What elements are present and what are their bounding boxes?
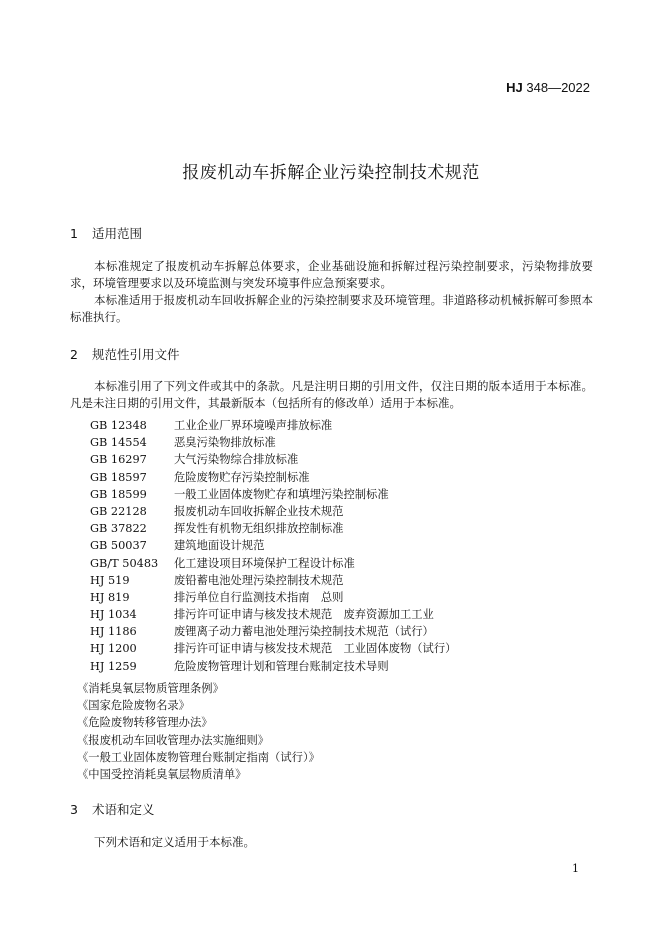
section-title: 术语和定义 bbox=[91, 802, 155, 817]
section-3-heading bbox=[70, 800, 155, 818]
reference-name: 大气污染物综合排放标准 bbox=[174, 453, 299, 467]
reference-name: 报废机动车回收拆解企业技术规范 bbox=[174, 504, 344, 518]
reference-code: GB 37822 bbox=[90, 522, 147, 536]
reference-item bbox=[90, 537, 456, 554]
section-number: 2 bbox=[70, 347, 78, 362]
document-item: 《危险废物转移管理办法》 bbox=[77, 716, 213, 730]
reference-item bbox=[90, 658, 456, 675]
document-item: 《报废机动车回收管理办法实施细则》 bbox=[77, 733, 270, 747]
reference-code: HJ 1259 bbox=[90, 659, 137, 673]
reference-item bbox=[90, 589, 456, 606]
reference-item bbox=[90, 417, 456, 434]
reference-item bbox=[90, 640, 456, 657]
section-1-heading bbox=[70, 224, 142, 242]
document-item: 《国家危险废物名录》 bbox=[77, 699, 190, 713]
reference-name: 排污许可证申请与核发技术规范 工业固体废物（试行） bbox=[174, 642, 457, 656]
section-number: 3 bbox=[70, 802, 78, 817]
document-item: 《中国受控消耗臭氧层物质清单》 bbox=[77, 767, 247, 781]
document-item: 《消耗臭氧层物质管理条例》 bbox=[77, 682, 224, 695]
reference-item bbox=[90, 486, 456, 503]
reference-name: 挥发性有机物无组织排放控制标准 bbox=[174, 522, 344, 536]
reference-name: 排污许可证申请与核发技术规范 废弃资源加工工业 bbox=[174, 608, 434, 622]
standard-code bbox=[506, 80, 590, 95]
reference-item bbox=[90, 520, 456, 537]
page-number: 1 bbox=[572, 862, 579, 875]
reference-name: 恶臭污染物排放标准 bbox=[174, 436, 276, 450]
reference-code: HJ 1034 bbox=[90, 608, 137, 622]
section-1-paragraph-2: 本标准适用于报废机动车回收拆解企业的污染控制要求及环境管理。非道路移动机械拆解可参照本标准执行。 bbox=[70, 293, 593, 324]
reference-name: 危险废物管理计划和管理台账制定技术导则 bbox=[174, 659, 389, 673]
reference-code: HJ 519 bbox=[90, 573, 130, 587]
reference-code: HJ 1200 bbox=[90, 642, 137, 656]
reference-item bbox=[90, 469, 456, 486]
reference-name: 化工建设项目环境保护工程设计标准 bbox=[174, 556, 355, 570]
reference-code: GB 18597 bbox=[90, 470, 147, 484]
reference-code: GB/T 50483 bbox=[90, 556, 159, 570]
reference-code: GB 16297 bbox=[90, 453, 147, 467]
section-title: 适用范围 bbox=[91, 226, 142, 241]
reference-name: 危险废物贮存污染控制标准 bbox=[174, 470, 310, 484]
reference-code: GB 22128 bbox=[90, 504, 147, 518]
document-list bbox=[77, 680, 320, 783]
reference-name: 排污单位自行监测技术指南 总则 bbox=[174, 590, 344, 604]
standard-code-prefix: HJ bbox=[506, 80, 523, 95]
reference-item bbox=[90, 606, 456, 623]
section-title: 规范性引用文件 bbox=[91, 347, 180, 362]
reference-item bbox=[90, 503, 456, 520]
reference-item bbox=[90, 555, 456, 572]
standard-code-number: 348—2022 bbox=[522, 80, 590, 95]
section-1-paragraph-1: 本标准规定了报废机动车拆解总体要求，企业基础设施和拆解过程污染控制要求，污染物排放要求，环境管理要求以及环境监测与突发环境事件应急预案要求。 bbox=[70, 259, 593, 290]
document-title: 报废机动车拆解企业污染控制技术规范 bbox=[182, 163, 480, 183]
reference-name: 废锂离子动力蓄电池处理污染控制技术规范（试行） bbox=[174, 625, 434, 639]
section-2-paragraph-1: 本标准引用了下列文件或其中的条款。凡是注明日期的引用文件，仅注日期的版本适用于本标准。凡是未注日期的引用文件，其最新版本（包括所有的修改单）适用于本标准。 bbox=[70, 379, 593, 410]
reference-name: 建筑地面设计规范 bbox=[174, 539, 265, 553]
reference-item bbox=[90, 572, 456, 589]
section-3-paragraph-1: 下列术语和定义适用于本标准。 bbox=[94, 835, 255, 849]
reference-list bbox=[90, 417, 456, 675]
reference-code: GB 14554 bbox=[90, 436, 147, 450]
reference-item bbox=[90, 434, 456, 451]
reference-name: 工业企业厂界环境噪声排放标准 bbox=[174, 419, 333, 432]
reference-code: GB 12348 bbox=[90, 419, 147, 432]
reference-name: 废铅蓄电池处理污染控制技术规范 bbox=[174, 573, 344, 587]
reference-code: GB 18599 bbox=[90, 487, 147, 501]
reference-code: HJ 819 bbox=[90, 590, 130, 604]
reference-name: 一般工业固体废物贮存和填埋污染控制标准 bbox=[174, 487, 389, 501]
reference-item bbox=[90, 623, 456, 640]
document-item: 《一般工业固体废物管理台账制定指南（试行）》 bbox=[77, 750, 320, 764]
section-number: 1 bbox=[70, 226, 78, 241]
section-2-heading bbox=[70, 345, 180, 363]
reference-code: GB 50037 bbox=[90, 539, 147, 553]
reference-item bbox=[90, 451, 456, 468]
reference-code: HJ 1186 bbox=[90, 625, 137, 639]
